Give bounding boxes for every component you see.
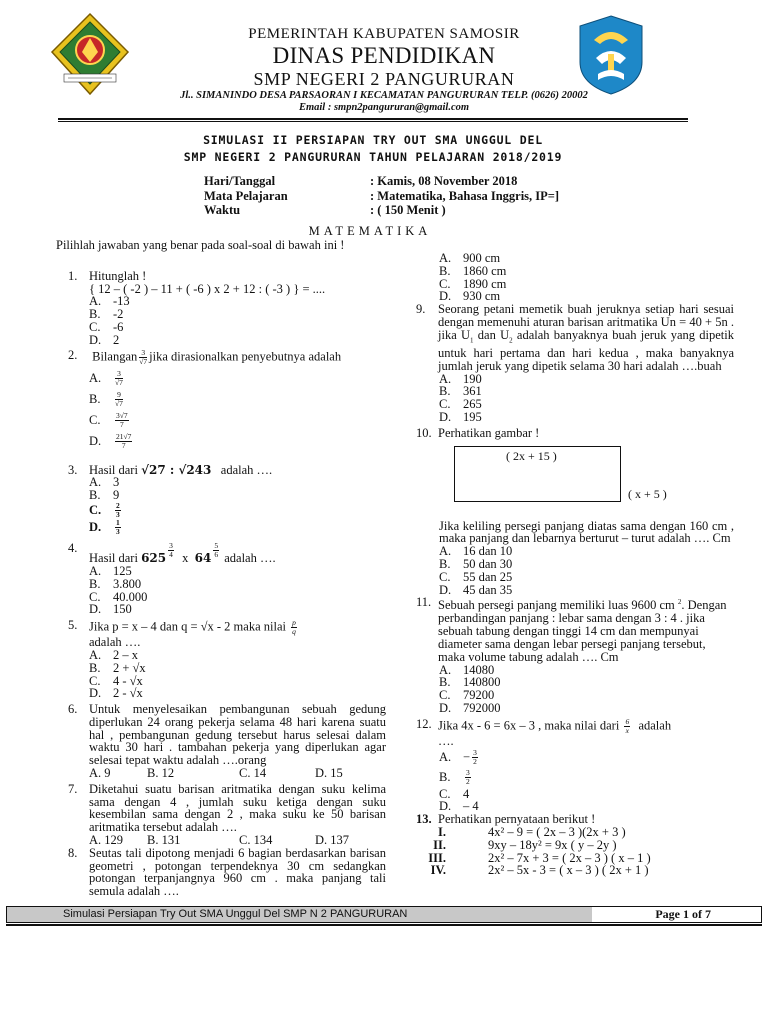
option[interactable] <box>89 662 386 675</box>
question-5 <box>56 619 386 649</box>
minus-sign: − <box>463 750 471 765</box>
question-12 <box>416 718 734 748</box>
superscript: 2 <box>677 598 682 607</box>
question-text: Untuk menyelesaikan pembangunan sebuah gedung diperlukan 24 orang pekerja selama 48 hari karena suatu hal , pembangunan gedung tersebut harus selesai dalam waktu 30 hari . tambahan pekerja yang diperlukan agar selesai tepat waktu adalah ….orang <box>89 702 386 768</box>
option-letter: A. <box>439 662 452 677</box>
numerator: 3 <box>139 349 147 358</box>
exam-title-line1: SIMULASI II PERSIAPAN TRY OUT SMA UNGGUL DEL <box>203 133 543 147</box>
option-text: 40.000 <box>113 589 148 604</box>
exam-title-line2: SMP NEGERI 2 PANGURURAN TAHUN PELAJARAN 2018/2019 <box>183 150 563 164</box>
fraction <box>115 412 129 429</box>
option[interactable] <box>439 788 734 801</box>
roman-numeral: IV. <box>430 863 446 878</box>
fraction <box>465 769 471 786</box>
option[interactable] <box>439 411 734 424</box>
option[interactable] <box>89 591 386 604</box>
samosir-regency-logo <box>50 12 130 96</box>
denominator: 3 <box>116 509 120 519</box>
option[interactable] <box>439 252 734 265</box>
question-text <box>438 596 734 663</box>
numerator: 3 <box>115 370 123 379</box>
option-letter: B. <box>89 391 101 406</box>
question-text: Bilangan <box>92 348 138 363</box>
option-text: 45 dan 35 <box>463 582 513 597</box>
option[interactable] <box>89 321 386 334</box>
option-text: 1890 cm <box>463 276 507 291</box>
question-number: 6. <box>68 702 78 717</box>
numerator: 3√7 <box>116 410 128 420</box>
numerator: 6 <box>625 716 630 726</box>
option-text: 3.800 <box>113 576 142 591</box>
question-8-options <box>416 252 734 303</box>
education-ministry-logo <box>576 14 646 96</box>
option-letter: D. <box>89 686 102 701</box>
question-6 <box>56 703 386 767</box>
page-footer <box>6 906 762 923</box>
option[interactable] <box>89 565 386 578</box>
exponent-fraction <box>168 542 174 559</box>
option-text: 140800 <box>463 675 501 690</box>
question-text: Diketahui suatu barisan aritmatika dengan suku kelima sama dengan 4 , jumlah suku ketiga dengan suku kesembilan sama dengan 2 , maka suku ke 50 barisan aritmatika tersebut adalah …. <box>89 781 386 835</box>
option-text: 190 <box>463 371 482 386</box>
denominator: 7 <box>121 440 126 450</box>
statement <box>416 826 734 839</box>
question-text: Perhatikan pernyataan berikut ! <box>438 812 596 827</box>
option-letter: A. <box>439 750 452 765</box>
option[interactable] <box>89 649 386 662</box>
option-letter: D. <box>439 799 452 814</box>
exam-meta <box>204 174 559 218</box>
option-letter: C. <box>89 503 102 518</box>
page-number: Page 1 of 7 <box>592 907 761 922</box>
meta-label: Mata Pelajaran <box>204 188 288 203</box>
question-text: Jika p = x – 4 dan q = √x - 2 maka nilai <box>89 619 286 634</box>
numerator: 1 <box>116 517 120 527</box>
option[interactable] <box>89 295 386 308</box>
option-text: 195 <box>463 410 482 425</box>
question-12-options <box>416 748 734 814</box>
numerator: 3 <box>473 748 477 758</box>
question-9 <box>416 303 734 372</box>
letterhead <box>130 26 638 114</box>
letterhead-school: SMP NEGERI 2 PANGURURAN <box>253 69 515 89</box>
option[interactable] <box>439 702 734 715</box>
question-text: adalah …. <box>89 635 141 650</box>
option-letter: C. <box>89 412 101 427</box>
meta-value: : Kamis, 08 November 2018 <box>370 174 518 188</box>
question-7-options <box>56 834 386 847</box>
option-text: 125 <box>113 563 132 578</box>
numerator: p <box>292 618 296 628</box>
question-dots: …. <box>438 733 454 748</box>
question-number: 13. <box>416 812 432 827</box>
option-text: 79200 <box>463 688 495 703</box>
option[interactable] <box>89 389 386 410</box>
roman-numeral: I. <box>438 824 446 839</box>
option[interactable] <box>89 519 386 536</box>
letterhead-government: PEMERINTAH KABUPATEN SAMOSIR <box>248 26 520 42</box>
question-text: Perhatikan gambar ! <box>438 425 540 440</box>
option-text: 14080 <box>463 662 495 677</box>
option-letter: B. <box>439 675 451 690</box>
option-letter: B. <box>89 576 101 591</box>
option-text: 150 <box>113 602 132 617</box>
text-part: adalah banyaknya buah jeruk yang dipetik untuk hari pertama dan hari kedua , maka banyaknya jumlah jeruk yang dipetik selama 30 hari adalah ….buah <box>438 327 734 373</box>
denominator: 2 <box>473 757 477 767</box>
option-text: 361 <box>463 384 482 399</box>
numerator: 3 <box>169 540 173 550</box>
question-10-options <box>416 545 734 596</box>
option-text: 2 + √x <box>113 660 146 675</box>
question-text <box>438 303 734 372</box>
option[interactable] <box>89 410 386 431</box>
meta-label: Hari/Tanggal <box>204 174 276 188</box>
question-2 <box>56 349 386 366</box>
meta-value: : ( 150 Menit ) <box>370 203 446 217</box>
question-text: Hasil dari <box>89 462 138 477</box>
question-number: 5. <box>68 618 78 633</box>
question-text: Seutas tali dipotong menjadi 6 bagian berdasarkan barisan geometri , potongan terpendeknya 30 cm sedangkan potongan terpanjangnya 960 cm . maka panjang tali semula adalah …. <box>89 845 386 899</box>
option-letter: D. <box>439 410 452 425</box>
question-number: 4. <box>68 540 78 555</box>
question-4-options <box>56 565 386 616</box>
option-letter: C. <box>439 786 451 801</box>
numerator: 5 <box>214 540 219 550</box>
question-5-options <box>56 649 386 700</box>
option[interactable]: B. 12 <box>147 766 175 781</box>
times-sign: x <box>182 551 189 566</box>
roman-numeral: II. <box>433 837 446 852</box>
question-10 <box>416 427 734 440</box>
numerator: 21√7 <box>116 431 132 441</box>
numerator: 9 <box>115 391 123 400</box>
option[interactable] <box>89 431 386 452</box>
question-text: adalah …. <box>224 551 276 566</box>
option-text: -13 <box>113 294 130 309</box>
exponent-fraction <box>213 542 219 559</box>
fraction <box>115 391 123 408</box>
option-text: 4 <box>463 786 470 801</box>
question-6-options <box>56 767 386 780</box>
letterhead-rule-thin <box>58 121 688 122</box>
statement-text: 9xy – 18y² = 9x ( y – 2y ) <box>488 837 617 852</box>
right-column <box>416 252 734 877</box>
question-11 <box>416 596 734 663</box>
question-number: 9. <box>416 302 426 317</box>
fraction <box>624 718 630 735</box>
question-number: 11. <box>416 595 432 610</box>
option[interactable] <box>439 768 734 788</box>
fraction <box>115 433 132 450</box>
option-text: 4 - √x <box>113 673 143 688</box>
footer-rule <box>6 924 762 926</box>
option-letter: A. <box>89 294 102 309</box>
text-part: . Dengan perbandingan panjang : lebar sama dengan 3 : 4 . jika sebuah tabung dengan tinggi 14 cm dan mempunyai diameter sama dengan lebar persegi panjang tersebut, maka volume tabung adalah …. Cm <box>438 598 727 664</box>
option-letter: A. <box>89 475 102 490</box>
option-text: 930 cm <box>463 289 501 304</box>
option-letter: B. <box>89 660 101 675</box>
subscript: 2 <box>509 336 513 345</box>
question-1-options <box>56 295 386 346</box>
option-letter: C. <box>89 673 101 688</box>
option-text: -2 <box>113 307 124 322</box>
instruction: Pilihlah jawaban yang benar pada soal-soal di bawah ini ! <box>56 238 345 252</box>
option-text: -6 <box>113 319 124 334</box>
question-text: Jika 4x - 6 = 6x – 3 , maka nilai dari <box>438 718 620 733</box>
fraction <box>115 502 121 519</box>
letterhead-address: Jl.. SIMANINDO DESA PARSAORAN I KECAMATAN PANGURURAN TELP. (0626) 20002 <box>180 90 588 101</box>
question-3-options <box>56 476 386 536</box>
option-text: 9 <box>113 488 120 503</box>
option-letter: D. <box>439 700 452 715</box>
denominator: 7 <box>119 419 124 429</box>
subject-heading: MATEMATIKA <box>308 224 432 238</box>
statement-text: 2x² – 7x + 3 = ( 2x – 3 ) ( x – 1 ) <box>488 850 651 865</box>
question-1 <box>56 270 386 296</box>
option-text: 55 dan 25 <box>463 569 513 584</box>
option[interactable]: D. 15 <box>315 766 343 781</box>
option[interactable]: D. 137 <box>315 833 350 848</box>
option-letter: B. <box>89 488 101 503</box>
option-letter: C. <box>89 319 101 334</box>
option-letter: D. <box>439 289 452 304</box>
question-text: jika dirasionalkan penyebutnya adalah <box>149 348 342 363</box>
option-letter: B. <box>439 384 451 399</box>
question-8 <box>56 847 386 898</box>
option-text: 3 <box>113 475 120 490</box>
option[interactable] <box>89 308 386 321</box>
exam-title <box>58 132 688 166</box>
option[interactable] <box>89 476 386 489</box>
option-letter: D. <box>89 602 102 617</box>
option-letter: C. <box>439 688 451 703</box>
meta-row-time <box>204 203 559 218</box>
letterhead-email: Email : smpn2pangururan@gmail.com <box>298 102 470 113</box>
question-number: 8. <box>68 845 78 860</box>
option-letter: C. <box>439 276 451 291</box>
option-letter: A. <box>89 370 102 385</box>
option[interactable] <box>89 578 386 591</box>
fraction <box>115 519 121 536</box>
question-text: adalah <box>638 718 672 733</box>
question-7 <box>56 783 386 834</box>
option-text: 2 - √x <box>113 686 143 701</box>
option[interactable] <box>439 373 734 386</box>
option[interactable]: B. 131 <box>147 833 181 848</box>
option-letter: A. <box>89 647 102 662</box>
rectangle-length-label: ( 2x + 15 ) <box>506 448 557 463</box>
question-13-statements <box>416 826 734 877</box>
question-4 <box>56 542 386 565</box>
option-text: 2 – x <box>113 647 138 662</box>
statement-text: 4x² – 9 = ( 2x – 3 )(2x + 3 ) <box>488 824 626 839</box>
denominator: 3 <box>116 526 120 536</box>
text-part: Seorang petani memetik buah jeruknya setiap hari sesuai dengan memenuhi aturan barisan aritmatika Un = 40 + 5n . jika U <box>438 302 734 342</box>
question-expression: √27 : √243 <box>141 462 212 477</box>
option-text: 265 <box>463 397 482 412</box>
option[interactable] <box>89 687 386 700</box>
option-text: 792000 <box>463 700 501 715</box>
question-number: 7. <box>68 781 78 796</box>
numerator: 3 <box>466 768 470 778</box>
meta-row-subject <box>204 189 559 204</box>
question-text: Hasil dari <box>89 551 138 566</box>
option-text: 900 cm <box>463 251 501 265</box>
option-letter: C. <box>439 569 451 584</box>
option[interactable] <box>439 748 734 768</box>
meta-row-date <box>204 174 559 189</box>
statement-text: 2x² – 5x - 3 = ( x – 3 ) ( 2x + 1 ) <box>488 863 649 878</box>
meta-label: Waktu <box>204 203 241 217</box>
question-number: 12. <box>416 716 432 731</box>
option[interactable] <box>439 584 734 597</box>
option-text: 1860 cm <box>463 263 507 278</box>
denominator: √7 <box>115 398 123 408</box>
question-expression: { 12 – ( -2 ) – 11 + ( -6 ) x 2 + 12 : ( -3 ) } = .... <box>89 281 326 296</box>
option[interactable] <box>439 558 734 571</box>
option[interactable]: C. 14 <box>239 766 267 781</box>
option-text: – 4 <box>463 799 479 814</box>
subscript: 1 <box>470 336 474 345</box>
option[interactable] <box>89 502 386 519</box>
fraction <box>472 749 478 766</box>
denominator: q <box>292 627 296 637</box>
option-text: 2 <box>113 332 120 347</box>
option[interactable] <box>89 334 386 347</box>
question-2-options <box>56 368 386 452</box>
option-letter: C. <box>439 397 451 412</box>
option-text: 16 dan 10 <box>463 544 513 559</box>
question-9-options <box>416 373 734 424</box>
option[interactable] <box>89 489 386 502</box>
option-letter: A. <box>89 563 102 578</box>
option-letter: A. <box>439 251 452 265</box>
question-number: 1. <box>68 268 78 283</box>
question-number: 3. <box>68 462 78 477</box>
question-3 <box>56 464 386 477</box>
base-64: 64 <box>194 551 212 566</box>
text-part: Sebuah persegi panjang memiliki luas 9600 cm <box>438 598 678 613</box>
roman-numeral: III. <box>428 850 446 865</box>
option[interactable] <box>89 603 386 616</box>
fraction <box>139 349 147 366</box>
question-number: 2. <box>68 347 78 362</box>
statement <box>416 839 734 852</box>
denominator: 2 <box>466 777 470 787</box>
option[interactable]: A. 129 <box>89 833 124 848</box>
option[interactable] <box>439 571 734 584</box>
option-letter: D. <box>439 582 452 597</box>
option-text: 50 dan 30 <box>463 557 513 572</box>
question-text: Hitunglah ! <box>89 268 147 283</box>
rectangle-figure <box>416 446 734 514</box>
question-text: adalah …. <box>220 462 273 477</box>
letterhead-department: DINAS PENDIDIKAN <box>272 43 496 68</box>
option[interactable]: A. 9 <box>89 766 111 781</box>
left-column <box>56 239 386 898</box>
option-letter: D. <box>89 332 102 347</box>
numerator: 2 <box>116 500 120 510</box>
letterhead-rule-thick <box>58 118 688 120</box>
fraction <box>115 370 123 387</box>
option[interactable] <box>439 398 734 411</box>
rectangle-width-label: ( x + 5 ) <box>628 486 667 501</box>
option-letter: B. <box>89 307 101 322</box>
question-number: 10. <box>416 425 432 440</box>
option-letter: B. <box>439 770 451 785</box>
base-625: 625 <box>141 551 167 566</box>
footer-title: Simulasi Persiapan Try Out SMA Unggul Del SMP N 2 PANGURURAN <box>7 907 592 922</box>
statement <box>416 864 734 877</box>
question-text: Jika keliling persegi panjang diatas sama dengan 160 cm , maka panjang dan lebarnya berturut – turut adalah …. Cm <box>439 518 734 546</box>
text-part: dan U <box>473 327 510 342</box>
option-letter: C. <box>89 589 101 604</box>
option-letter: B. <box>439 263 451 278</box>
denominator: 6 <box>214 549 219 559</box>
denominator: x <box>625 725 629 735</box>
option-letter: D. <box>89 520 102 535</box>
denominator: √7 <box>115 377 123 387</box>
option-letter: A. <box>439 371 452 386</box>
option-letter: B. <box>439 557 451 572</box>
option-letter: D. <box>89 433 102 448</box>
fraction <box>291 619 297 636</box>
question-11-options <box>416 664 734 715</box>
denominator: √7 <box>139 356 148 366</box>
option[interactable]: C. 134 <box>239 833 273 848</box>
option[interactable] <box>89 368 386 389</box>
option[interactable] <box>439 385 734 398</box>
denominator: 4 <box>169 549 173 559</box>
meta-value: : Matematika, Bahasa Inggris, IP=] <box>370 188 560 203</box>
option[interactable] <box>439 265 734 278</box>
option-letter: A. <box>439 544 452 559</box>
